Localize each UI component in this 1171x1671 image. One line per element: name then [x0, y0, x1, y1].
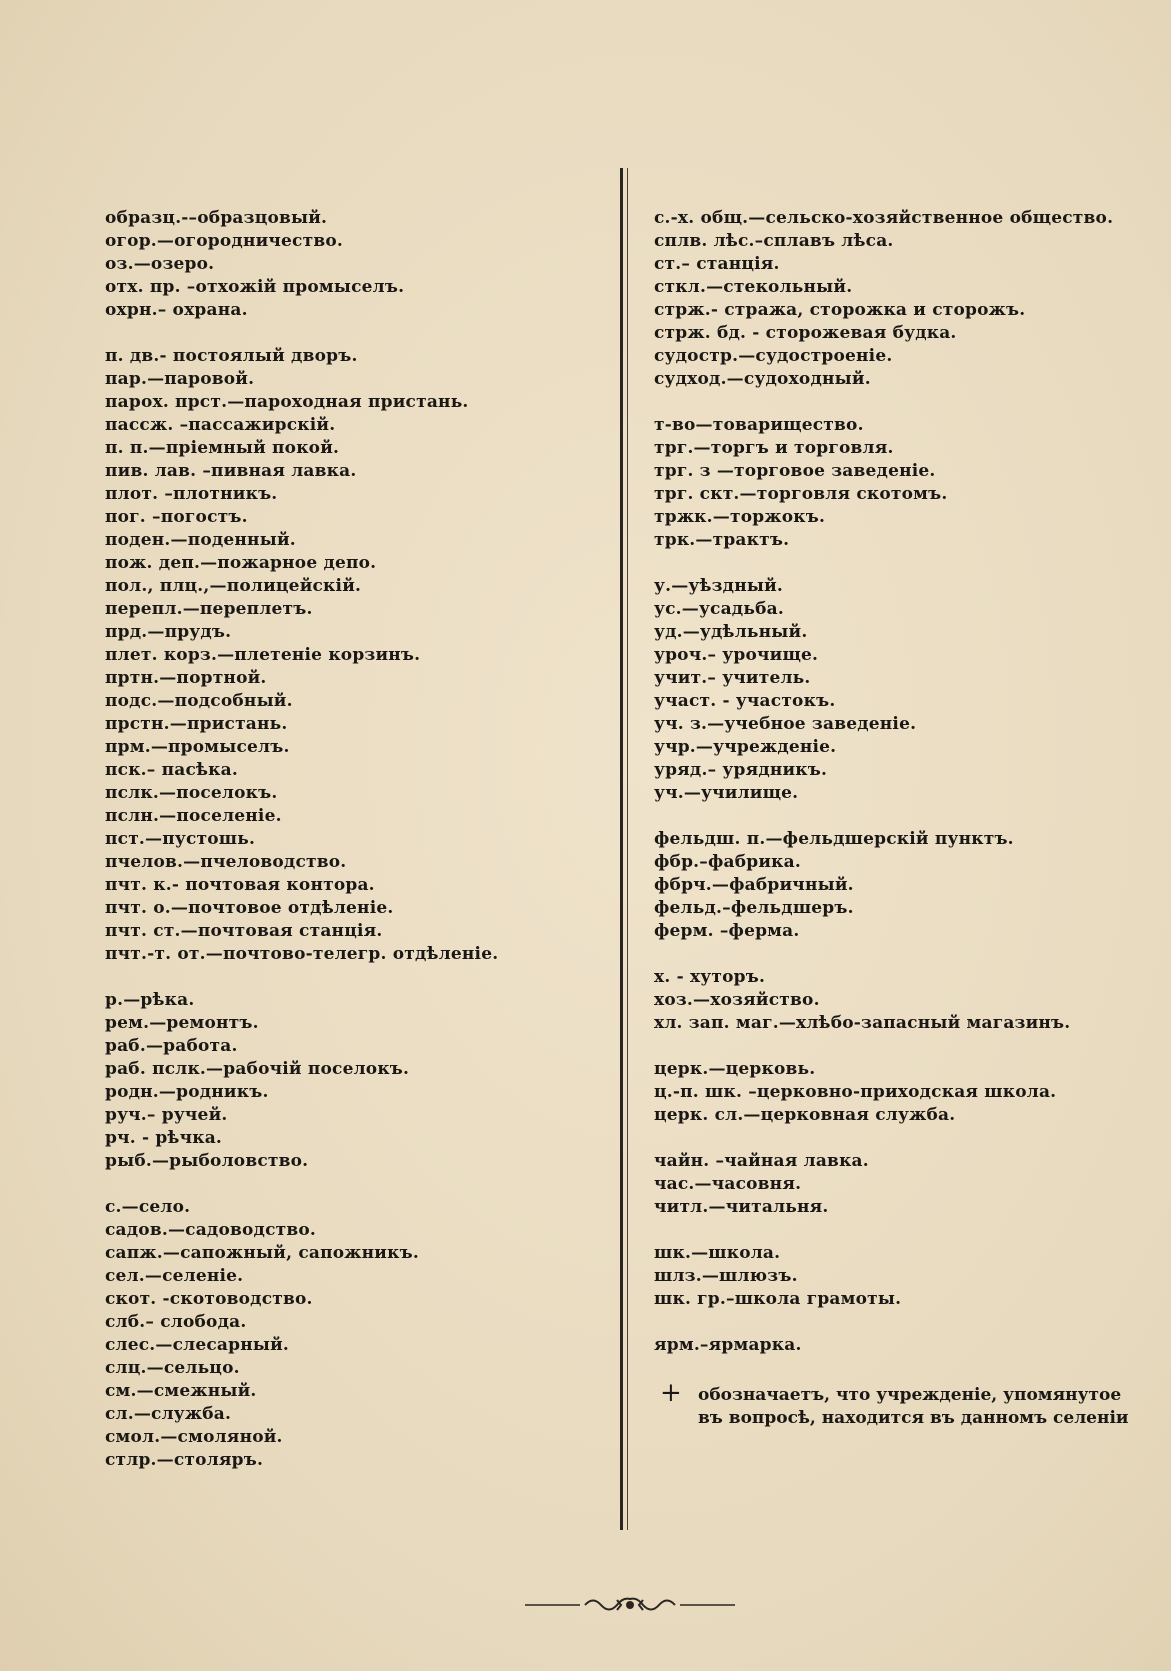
- abbreviation-entry: рыб.—рыболовство.: [105, 1151, 309, 1171]
- abbreviation-entry: час.—часовня.: [654, 1174, 802, 1194]
- abbreviation-entry: прм.—промыселъ.: [105, 737, 290, 757]
- abbreviation-group: [654, 575, 1154, 805]
- abbreviation-entry: стлр.—столяръ.: [105, 1450, 264, 1470]
- abbreviation-entry: ус.—усадьба.: [654, 599, 784, 619]
- abbreviation-entry: раб. пслк.—рабочій поселокъ.: [105, 1059, 410, 1079]
- abbreviation-entry: трг. з —торговое заведеніе.: [654, 461, 936, 481]
- abbreviation-group: [654, 207, 1154, 391]
- abbreviation-entry: пассж. –пассажирскій.: [105, 415, 336, 435]
- abbreviation-entry: хоз.—хозяйство.: [654, 990, 820, 1010]
- abbreviation-entry: стрж. бд. - сторожевая будка.: [654, 323, 957, 343]
- abbreviation-entry: пчт.-т. от.—почтово-телегр. отдѣленіе.: [105, 944, 499, 964]
- abbreviation-entry: фельдш. п.—фельдшерскій пунктъ.: [654, 829, 1014, 849]
- abbreviation-entry: учит.– учитель.: [654, 668, 811, 688]
- abbreviation-entry: ст.– станція.: [654, 254, 780, 274]
- abbreviation-entry: судостр.—судостроеніе.: [654, 346, 893, 366]
- abbreviation-entry: хл. зап. маг.—хлѣбо-запасный магазинъ.: [654, 1013, 1071, 1033]
- abbreviation-group: [105, 207, 605, 322]
- abbreviation-group: [654, 1058, 1154, 1127]
- abbreviation-entry: учр.—учрежденіе.: [654, 737, 837, 757]
- left-column: [105, 207, 605, 1495]
- right-column: [654, 207, 1154, 1380]
- abbreviation-entry: садов.—садоводство.: [105, 1220, 317, 1240]
- abbreviation-entry: тржк.—торжокъ.: [654, 507, 826, 527]
- abbreviation-entry: чайн. –чайная лавка.: [654, 1151, 869, 1171]
- abbreviation-entry: ц.-п. шк. –церковно-приходская школа.: [654, 1082, 1057, 1102]
- abbreviation-entry: церк.—церковь.: [654, 1059, 816, 1079]
- abbreviation-entry: х. - хуторъ.: [654, 967, 766, 987]
- plus-symbol: +: [660, 1378, 682, 1408]
- column-divider-thin: [627, 168, 628, 1530]
- abbreviation-entry: т-во—товарищество.: [654, 415, 864, 435]
- abbreviation-entry: сел.—селеніе.: [105, 1266, 244, 1286]
- ornament-icon: [525, 1593, 735, 1617]
- abbreviation-entry: пол., плц.,—полицейскій.: [105, 576, 362, 596]
- abbreviation-entry: скот. -скотоводство.: [105, 1289, 313, 1309]
- abbreviation-entry: руч.– ручей.: [105, 1105, 228, 1125]
- abbreviation-entry: церк. сл.—церковная служба.: [654, 1105, 956, 1125]
- footnote-line-1: обозначаетъ, что учрежденіе, упомянутое: [698, 1385, 1122, 1405]
- abbreviation-entry: пчт. о.—почтовое отдѣленіе.: [105, 898, 394, 918]
- abbreviation-entry: стрж.- стража, сторожка и сторожъ.: [654, 300, 1026, 320]
- abbreviation-entry: слц.—сельцо.: [105, 1358, 240, 1378]
- abbreviation-group: [654, 1334, 1154, 1357]
- abbreviation-entry: пслк.—поселокъ.: [105, 783, 278, 803]
- abbreviation-group: [654, 1242, 1154, 1311]
- abbreviation-entry: огор.—огородничество.: [105, 231, 344, 251]
- abbreviation-entry: пск.– пасѣка.: [105, 760, 238, 780]
- abbreviation-entry: п. дв.- постоялый дворъ.: [105, 346, 358, 366]
- abbreviation-entry: с.—село.: [105, 1197, 191, 1217]
- abbreviation-entry: читл.—читальня.: [654, 1197, 829, 1217]
- abbreviation-entry: уряд.– урядникъ.: [654, 760, 828, 780]
- abbreviation-entry: рем.—ремонтъ.: [105, 1013, 259, 1033]
- abbreviation-group: [105, 345, 605, 966]
- abbreviation-entry: судход.—судоходный.: [654, 369, 871, 389]
- abbreviation-entry: поден.—поденный.: [105, 530, 296, 550]
- abbreviation-entry: охрн.– охрана.: [105, 300, 248, 320]
- abbreviation-entry: плот. –плотникъ.: [105, 484, 278, 504]
- abbreviation-entry: пар.—паровой.: [105, 369, 255, 389]
- abbreviation-entry: пртн.—портной.: [105, 668, 267, 688]
- abbreviation-entry: ярм.–ярмарка.: [654, 1335, 802, 1355]
- abbreviation-entry: рч. - рѣчка.: [105, 1128, 223, 1148]
- abbreviation-entry: п. п.—пріемный покой.: [105, 438, 340, 458]
- abbreviation-entry: фельд.–фельдшеръ.: [654, 898, 854, 918]
- abbreviation-entry: смол.—смоляной.: [105, 1427, 283, 1447]
- abbreviation-entry: шлз.—шлюзъ.: [654, 1266, 798, 1286]
- abbreviation-entry: родн.—родникъ.: [105, 1082, 269, 1102]
- abbreviation-entry: пслн.—поселеніе.: [105, 806, 282, 826]
- abbreviation-entry: пог. –погостъ.: [105, 507, 248, 527]
- abbreviation-entry: фбрч.—фабричный.: [654, 875, 854, 895]
- column-divider: [620, 168, 623, 1530]
- abbreviation-entry: с.-х. общ.—сельско-хозяйственное общество.: [654, 208, 1114, 228]
- abbreviation-entry: пчелов.—пчеловодство.: [105, 852, 347, 872]
- abbreviation-entry: трк.—трактъ.: [654, 530, 790, 550]
- abbreviation-group: [654, 414, 1154, 552]
- abbreviation-entry: см.—смежный.: [105, 1381, 257, 1401]
- abbreviation-group: [654, 966, 1154, 1035]
- abbreviation-entry: слес.—слесарный.: [105, 1335, 290, 1355]
- abbreviation-entry: трг.—торгъ и торговля.: [654, 438, 894, 458]
- abbreviation-entry: раб.—работа.: [105, 1036, 238, 1056]
- abbreviation-entry: слб.– слобода.: [105, 1312, 247, 1332]
- abbreviation-entry: перепл.—переплетъ.: [105, 599, 313, 619]
- abbreviation-entry: пчт. ст.—почтовая станція.: [105, 921, 383, 941]
- abbreviation-entry: участ. - участокъ.: [654, 691, 836, 711]
- abbreviation-entry: плет. корз.—плетеніе корзинъ.: [105, 645, 421, 665]
- abbreviation-entry: пож. деп.—пожарное депо.: [105, 553, 377, 573]
- abbreviation-entry: пчт. к.- почтовая контора.: [105, 875, 375, 895]
- abbreviation-entry: прстн.—пристань.: [105, 714, 288, 734]
- footnote: [660, 1378, 1150, 1430]
- abbreviation-entry: трг. скт.—торговля скотомъ.: [654, 484, 948, 504]
- abbreviation-entry: уд.—удѣльный.: [654, 622, 808, 642]
- abbreviation-entry: шк.—школа.: [654, 1243, 781, 1263]
- abbreviation-group: [105, 989, 605, 1173]
- abbreviation-entry: уч. з.—учебное заведеніе.: [654, 714, 917, 734]
- abbreviation-entry: оз.—озеро.: [105, 254, 215, 274]
- abbreviation-entry: образц.-–образцовый.: [105, 208, 328, 228]
- abbreviation-entry: пив. лав. –пивная лавка.: [105, 461, 357, 481]
- abbreviation-group: [105, 1196, 605, 1472]
- abbreviation-entry: сткл.—стекольный.: [654, 277, 853, 297]
- abbreviation-entry: у.—уѣздный.: [654, 576, 784, 596]
- abbreviation-entry: пст.—пустошь.: [105, 829, 256, 849]
- abbreviation-entry: сапж.—сапожный, сапожникъ.: [105, 1243, 419, 1263]
- abbreviation-entry: р.—рѣка.: [105, 990, 195, 1010]
- abbreviation-entry: ферм. –ферма.: [654, 921, 800, 941]
- abbreviation-entry: уроч.– урочище.: [654, 645, 819, 665]
- abbreviation-entry: прд.—прудъ.: [105, 622, 232, 642]
- footnote-line-2: въ вопросѣ, находится въ данномъ селеніи: [698, 1408, 1129, 1428]
- abbreviation-entry: подс.—подсобный.: [105, 691, 293, 711]
- abbreviation-entry: сл.—служба.: [105, 1404, 232, 1424]
- abbreviation-group: [654, 828, 1154, 943]
- abbreviation-entry: шк. гр.–школа грамоты.: [654, 1289, 902, 1309]
- abbreviation-group: [654, 1150, 1154, 1219]
- abbreviation-entry: уч.—училище.: [654, 783, 799, 803]
- abbreviation-entry: отх. пр. –отхожій промыселъ.: [105, 277, 405, 297]
- abbreviation-entry: парох. прст.—пароходная пристань.: [105, 392, 469, 412]
- abbreviation-entry: фбр.–фабрика.: [654, 852, 801, 872]
- abbreviation-entry: сплв. лѣс.–сплавъ лѣса.: [654, 231, 894, 251]
